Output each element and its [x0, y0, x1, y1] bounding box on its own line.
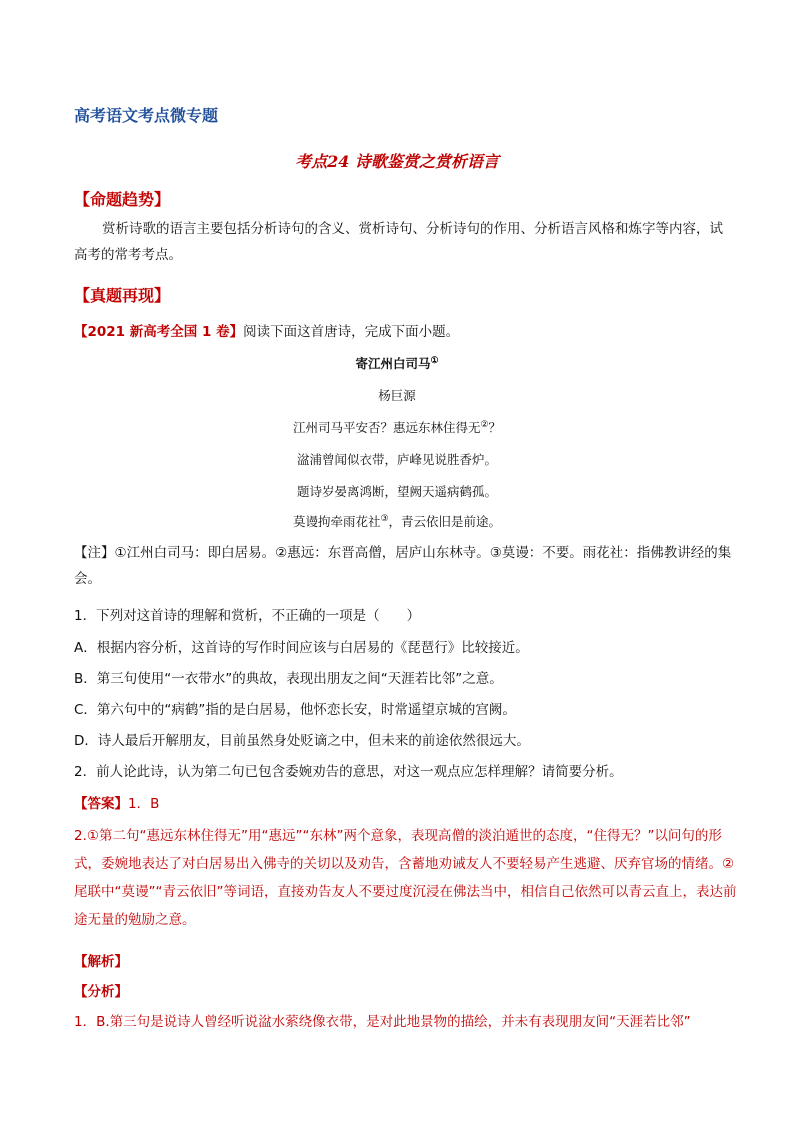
exam-intro	[74, 320, 459, 340]
option-d: D．诗人最后开解朋友，目前虽然身处贬谪之中，但未来的前途依然很远大。	[74, 733, 530, 749]
exam-prompt: 阅读下面这首唐诗，完成下面小题。	[243, 324, 460, 340]
poem-line-1-text: 江州司马平安否？惠远东林住得无	[292, 420, 481, 435]
poem-line-4	[0, 512, 794, 530]
poem-line-1-end: ？	[488, 420, 502, 435]
poem-line-4-footnote-mark: ③	[380, 513, 389, 524]
trend-heading: 【命题趋势】	[74, 190, 171, 209]
exam-tag: 【2021 新高考全国 1 卷】	[74, 324, 244, 340]
poem-author: 杨巨源	[378, 388, 416, 403]
poem-title-text: 寄江州白司马	[355, 356, 431, 371]
analysis-heading: 【解析】	[74, 954, 128, 970]
real-exam-heading: 【真题再现】	[74, 286, 171, 305]
answer-heading	[74, 792, 159, 812]
option-b: B．第三句使用“一衣带水”的典故，表现出朋友之间“天涯若比邻”之意。	[74, 671, 503, 687]
footnotes: 【注】①江州白司马：即白居易。②惠远：东晋高僧，居庐山东林寺。③莫谩：不要。雨花社：指佛教讲经的集会。	[74, 545, 732, 587]
poem-line-1-footnote-mark: ②	[480, 419, 489, 430]
option-c: C．第六句中的“病鹤”指的是白居易，他怀恋长安，时常遥望京城的宫阙。	[74, 702, 516, 718]
poem-line-2: 湓浦曾闻似衣带，庐峰见说胜香炉。	[296, 452, 497, 467]
question-1: 1．下列对这首诗的理解和赏析，不正确的一项是（ ）	[74, 608, 421, 624]
option-a: A．根据内容分析，这首诗的写作时间应该与白居易的《琵琶行》比较接近。	[74, 640, 529, 656]
answer-label: 【答案】	[74, 796, 128, 812]
answer-q1: 1．B	[128, 796, 160, 812]
question-2: 2．前人论此诗，认为第二句已包含委婉劝告的意思，对这一观点应怎样理解？请简要分析。	[74, 764, 623, 780]
poem-line-3: 题诗岁晏离鸿断，望阙天遥病鹤孤。	[296, 484, 497, 499]
trend-paragraph: 赏析诗歌的语言主要包括分析诗句的含义、赏析诗句、分析诗句的作用、分析语言风格和炼字等内容，试高考的常考考点。	[74, 221, 723, 263]
breakdown-heading: 【分析】	[74, 984, 128, 1000]
series-header: 高考语文考点微专题	[74, 106, 219, 125]
analysis-text: 1．B.第三句是说诗人曾经听说湓水萦绕像衣带，是对此地景物的描绘，并未有表现朋友间“天涯若比邻”	[74, 1014, 691, 1030]
poem-title	[0, 354, 794, 372]
answer-q2: 2.①第二句“惠远东林住得无”用“惠远”“东林”两个意象，表现高僧的淡泊遁世的态度，“住得无？”以问句的形式，委婉地表达了对白居易出入佛寺的关切以及劝告，含蓄地劝诫友人不要轻易产生逃避、厌弃官场的情绪。②尾联中“莫谩”“青云依旧”等词语，直接劝告友人不要过度沉浸在佛法当中，相信自己依然可以青云直上，表达前途无量的勉励之意。	[74, 828, 737, 928]
poem-line-1	[0, 418, 794, 436]
poem-line-4-end: ，青云依旧是前途。	[388, 514, 502, 529]
poem-title-footnote-mark: ①	[430, 355, 439, 366]
page-title: 考点24 诗歌鉴赏之赏析语言	[295, 152, 499, 171]
poem-line-4-text: 莫谩拘牵雨花社	[292, 514, 381, 529]
